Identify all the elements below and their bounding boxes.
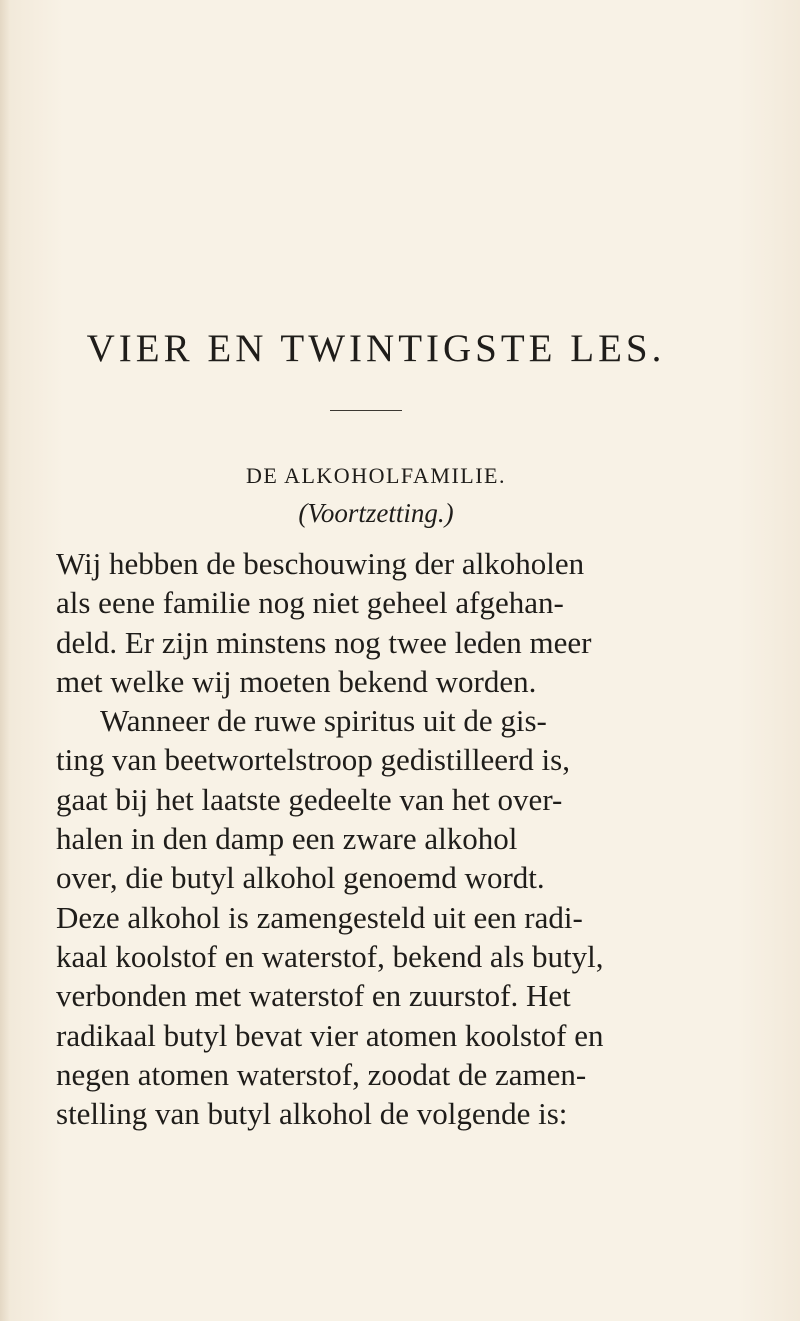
paragraph-2-line-5: over, die butyl alkohol genoemd wordt. — [56, 860, 545, 896]
section-subtitle: (Voortzetting.) — [298, 498, 454, 528]
paragraph-2-line-11: stelling van butyl alkohol de volgende is: — [56, 1096, 568, 1132]
chapter-heading: VIER EN TWINTIGSTE LES. — [86, 327, 666, 370]
body-text — [56, 544, 716, 1133]
paragraph-2-line-6: Deze alkohol is zamengesteld uit een radi- — [56, 899, 583, 935]
section-heading: DE ALKOHOLFAMILIE. — [245, 463, 506, 488]
paragraph-2-line-8: verbonden met waterstof en zuurstof. Het — [56, 978, 571, 1014]
paragraph-2-line-3: gaat bij het laatste gedeelte van het over- — [56, 781, 563, 817]
paragraph-1-line-3: deld. Er zijn minstens nog twee leden meer — [56, 624, 592, 660]
heading-divider — [330, 410, 402, 411]
paragraph-2-line-2: ting van beetwortelstroop gedistilleerd is, — [56, 742, 570, 778]
page-gutter-shadow — [0, 0, 10, 1321]
paragraph-1-line-1: Wij hebben de beschouwing der alkoholen — [56, 546, 585, 581]
paragraph-2-line-1: Wanneer de ruwe spiritus uit de gis- — [100, 703, 547, 739]
paragraph-1-line-4: met welke wij moeten bekend worden. — [56, 663, 537, 699]
paragraph-1-line-2: als eene familie nog niet geheel afgehan- — [56, 585, 564, 621]
paragraph-2-line-9: radikaal butyl bevat vier atomen koolstof en — [56, 1017, 604, 1053]
paragraph-2-line-4: halen in den damp een zware alkohol — [56, 821, 518, 857]
paragraph-2-line-10: negen atomen waterstof, zoodat de zamen- — [56, 1056, 587, 1092]
paragraph-2-line-7: kaal koolstof en waterstof, bekend als butyl, — [56, 938, 604, 974]
